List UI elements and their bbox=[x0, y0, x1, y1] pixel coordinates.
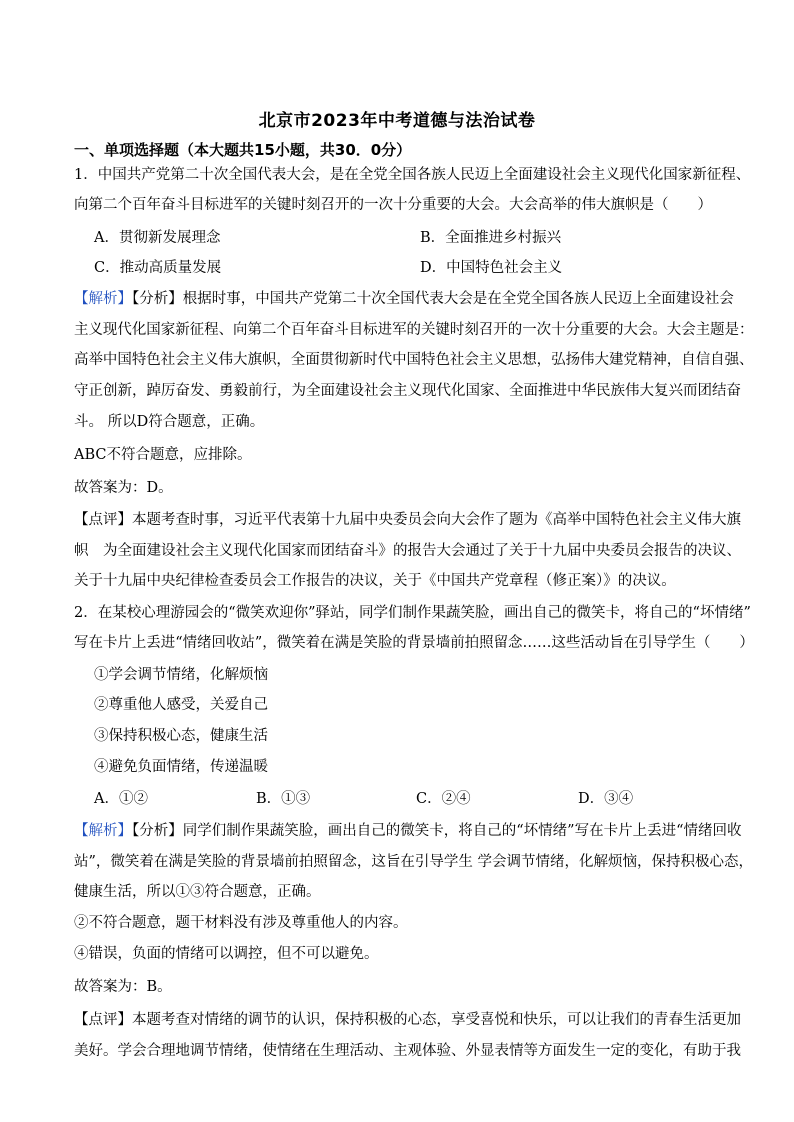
comment-text: 本题考查对情绪的调节的认识，保持积极的心态，享受喜悦和快乐，可以让我们的青春生活更加 bbox=[132, 1012, 741, 1028]
analysis-label: 【分析】 bbox=[132, 823, 183, 839]
analysis-tag: 【解析】 bbox=[74, 291, 132, 307]
q2-item-2: ②尊重他人感受，关爱自己 bbox=[94, 697, 268, 713]
comment-text: 本题考查时事，习近平代表第十九届中央委员会向大会作了题为《高举中国特色社会主义伟大旗 bbox=[132, 512, 741, 528]
q2-stem-line-2: 写在卡片上丢进“情绪回收站”，微笑着在满是笑脸的背景墙前拍照留念……这些活动旨在引导学生（ ） bbox=[74, 635, 754, 651]
page-title: 北京市2023年中考道德与法治试卷 bbox=[258, 111, 536, 131]
analysis-label: 【分析】 bbox=[132, 291, 183, 307]
analysis-tag: 【解析】 bbox=[74, 823, 132, 839]
q2-stem-line-1: 2．在某校心理游园会的“微笑欢迎你”驿站，同学们制作果蔬笑脸，画出自己的微笑卡，将自己的“坏情绪” bbox=[74, 605, 751, 621]
q2-comment-line-2: 美好。学会合理地调节情绪，使情绪在生理活动、主观体验、外显表情等方面发生一定的变化，有助于我 bbox=[74, 1043, 741, 1059]
q1-analysis-line-3: 高举中国特色社会主义伟大旗帜，全面贯彻新时代中国特色社会主义思想，弘扬伟大建党精神，自信自强、 bbox=[74, 352, 754, 368]
q1-option-d: D．中国特色社会主义 bbox=[420, 260, 563, 276]
q2-analysis-line-2: 站”，微笑着在满是笑脸的背景墙前拍照留念，这旨在引导学生 学会调节情绪，化解烦恼，保持积极心态， bbox=[74, 854, 754, 870]
q1-stem-line-1: 1．中国共产党第二十次全国代表大会，是在全党全国各族人民迈上全面建设社会主义现代化国家新征程、 bbox=[74, 167, 751, 183]
q1-comment-line-2: 帜 为全面建设社会主义现代化国家而团结奋斗》的报告大会通过了关于十九届中央委员会报告的决议、 bbox=[74, 543, 741, 559]
q2-option-b: B．①③ bbox=[256, 791, 311, 807]
q2-item-4: ④避免负面情绪，传递温暖 bbox=[94, 759, 268, 775]
q2-item-3: ③保持积极心态，健康生活 bbox=[94, 728, 268, 744]
q2-option-c: C．②④ bbox=[416, 791, 471, 807]
q1-comment-line-1 bbox=[74, 510, 741, 530]
q2-analysis-line-3: 健康生活，所以①③符合题意，正确。 bbox=[74, 884, 321, 900]
q1-comment-line-3: 关于十九届中央纪律检查委员会工作报告的决议，关于《中国共产党章程（修正案）》的决议。 bbox=[74, 573, 676, 589]
q2-option-a: A．①② bbox=[94, 791, 148, 807]
comment-tag: 【点评】 bbox=[74, 512, 132, 528]
q2-comment-line-1 bbox=[74, 1010, 741, 1030]
section-heading: 一、单项选择题（本大题共15小题，共30．0分） bbox=[74, 141, 412, 159]
q2-option-d: D．③④ bbox=[578, 791, 634, 807]
comment-tag: 【点评】 bbox=[74, 1012, 132, 1028]
analysis-text: 根据时事，中国共产党第二十次全国代表大会是在全党全国各族人民迈上全面建设社会 bbox=[182, 291, 734, 307]
q1-option-c: C．推动高质量发展 bbox=[94, 260, 222, 276]
q1-analysis-line-2: 主义现代化国家新征程、向第二个百年奋斗目标进军的关键时刻召开的一次十分重要的大会。大会主题是： bbox=[74, 322, 754, 338]
q1-option-a: A．贯彻新发展理念 bbox=[94, 230, 221, 246]
q2-analysis-line-5: ④错误，负面的情绪可以调控，但不可以避免。 bbox=[74, 946, 379, 962]
q2-analysis-line-1 bbox=[74, 821, 742, 841]
q2-item-1: ①学会调节情绪，化解烦恼 bbox=[94, 667, 268, 683]
q2-answer: 故答案为：B。 bbox=[74, 979, 172, 995]
q2-analysis-line-4: ②不符合题意，题干材料没有涉及尊重他人的内容。 bbox=[74, 915, 408, 931]
q1-analysis-line-6: ABC不符合题意，应排除。 bbox=[74, 447, 252, 463]
analysis-text: 同学们制作果蔬笑脸，画出自己的微笑卡，将自己的“坏情绪”写在卡片上丢进“情绪回收 bbox=[182, 823, 742, 839]
q1-analysis-line-5: 斗。 所以D符合题意，正确。 bbox=[74, 414, 265, 430]
q1-stem-line-2: 向第二个百年奋斗目标进军的关键时刻召开的一次十分重要的大会。大会高举的伟大旗帜是（ ） bbox=[74, 197, 712, 213]
q1-option-b: B．全面推进乡村振兴 bbox=[420, 230, 562, 246]
q1-answer: 故答案为：D。 bbox=[74, 480, 173, 496]
q1-analysis-line-4: 守正创新，踔厉奋发、勇毅前行，为全面建设社会主义现代化国家、全面推进中华民族伟大复兴而团结奋 bbox=[74, 383, 741, 399]
q1-analysis-line-1 bbox=[74, 289, 734, 309]
